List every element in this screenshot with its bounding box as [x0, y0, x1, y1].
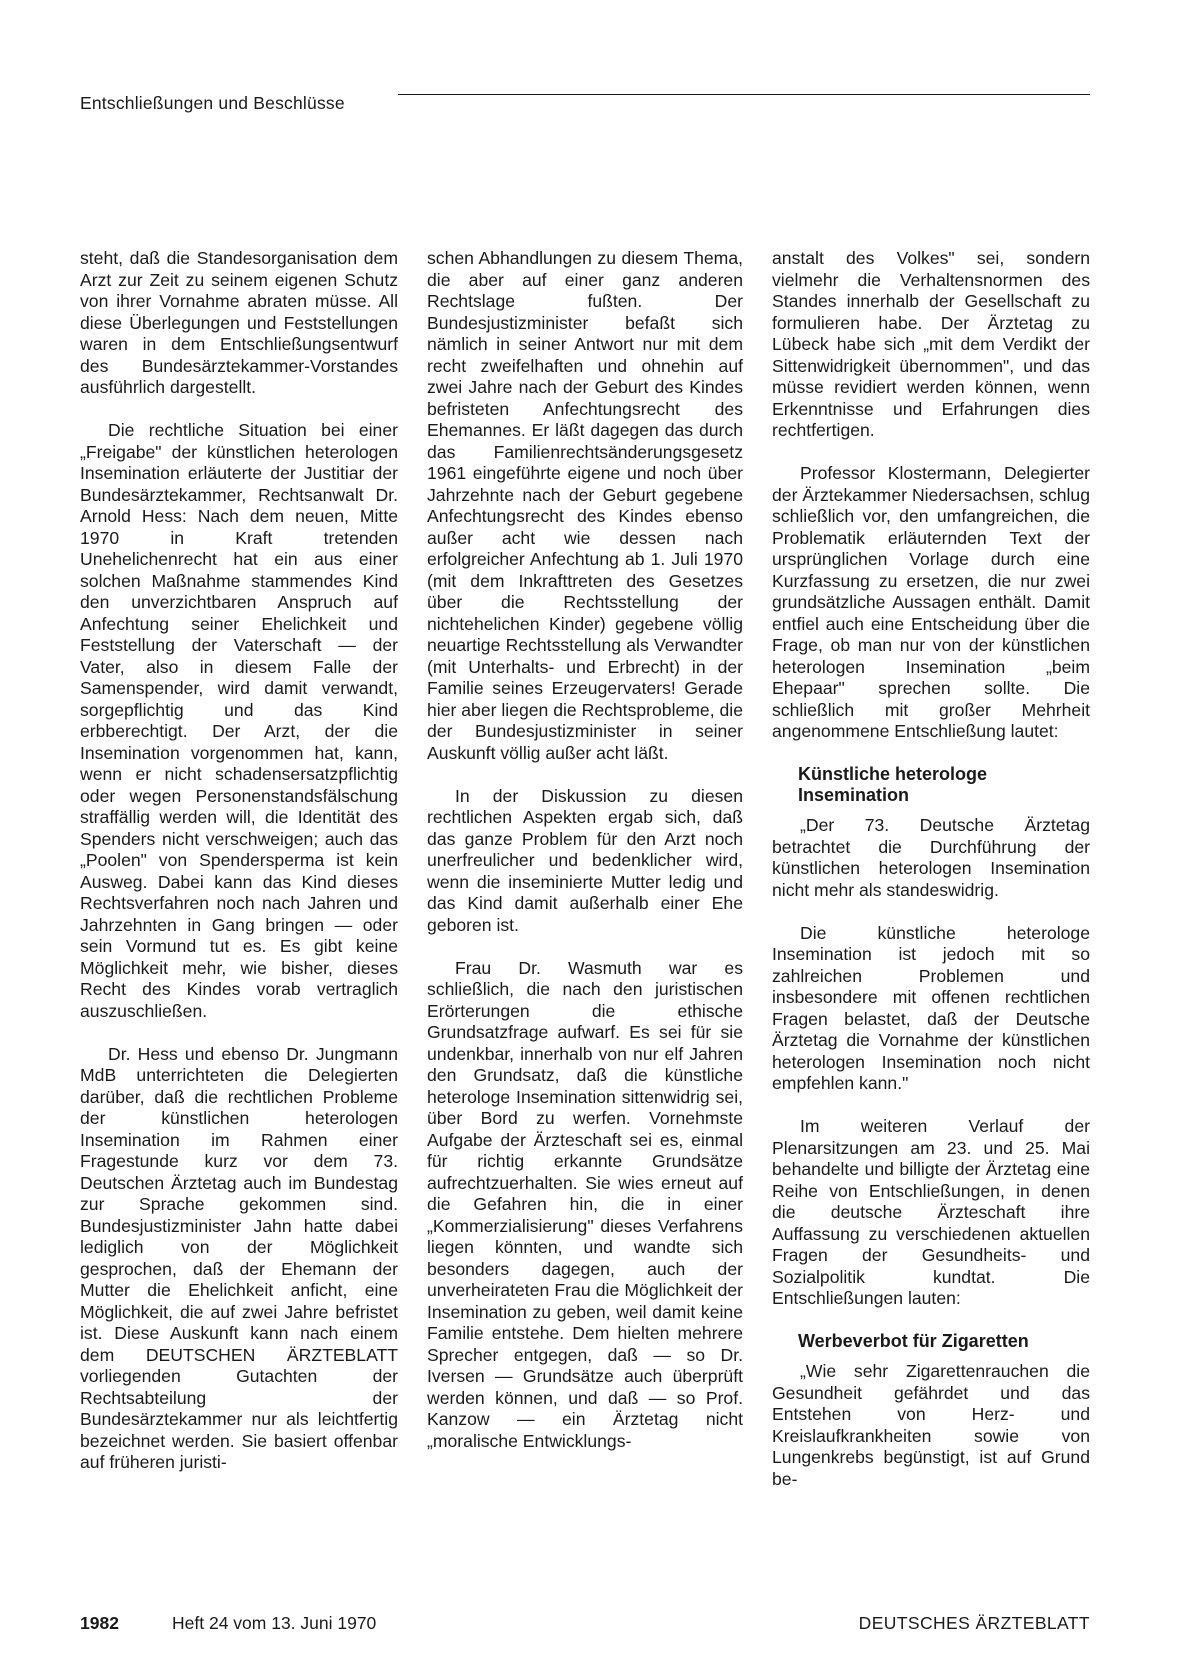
page-number: 1982 [80, 1613, 119, 1633]
section-title: Entschließungen und Beschlüsse [80, 93, 345, 113]
paragraph: „Wie sehr Zigarettenrauchen die Gesundheit gefährdet und das Entstehen von Herz- und Kreislaufkrankheiten sowie von Lungenkrebs begünstigt, ist auf Grund be- [772, 1361, 1090, 1489]
journal-name: DEUTSCHES ÄRZTEBLATT [858, 1613, 1090, 1633]
subheading: Künstliche heterologe Insemination [798, 764, 988, 805]
header-rule [398, 94, 1090, 95]
text-column-2 [427, 248, 743, 1474]
paragraph: Dr. Hess und ebenso Dr. Jungmann MdB unterrichteten die Delegierten darüber, daß die rechtlichen Probleme der künstlichen heterologen Insemination im Rahmen einer Fragestunde kurz vor dem 73. Deutschen Ärztetag auch im Bundestag zur Sprache gekommen sind. Bundesjustizminister Jahn hatte dabei lediglich von der Möglichkeit gesprochen, daß der Ehemann der Mutter die Ehelichkeit anficht, eine Möglichkeit, die auf zwei Jahre befristet ist. Diese Auskunft kann nach einem dem DEUTSCHEN ÄRZTEBLATT vorliegenden Gutachten der Rechtsabteilung der Bundesärztekammer nur als leichtfertig bezeichnet werden. Sie basiert offenbar auf früheren juristi- [80, 1043, 398, 1472]
paragraph: Die künstliche heterologe Insemination ist jedoch mit so zahlreichen Problemen und insbesondere mit offenen rechtlichen Fragen belastet, daß der Deutsche Ärztetag die Vornahme der künstlichen heterologen Insemination noch nicht empfehlen kann." [772, 922, 1090, 1093]
subheading: Werbeverbot für Zigaretten [798, 1331, 1029, 1351]
text-column-3 [772, 248, 1090, 1512]
issue-info: Heft 24 vom 13. Juni 1970 [172, 1613, 377, 1633]
paragraph: Frau Dr. Wasmuth war es schließlich, die nach den juristischen Erörterungen die ethische Grundsatzfrage aufwarf. Es sei für sie undenkbar, innerhalb von nur elf Jahren den Grundsatz, daß die künstliche heterologe Insemination sittenwidrig sei, über Bord zu werfen. Vornehmste Aufgabe der Ärzteschaft sei es, einmal für richtig erkannte Grundsätze aufrechtzuerhalten. Sie wies erneut auf die Gefahren hin, die in einer „Kommerzialisierung" dieses Verfahrens liegen könnten, und wandte sich besonders dagegen, auch der unverheirateten Frau die Möglichkeit der Insemination zu geben, weil damit keine Familie entstehe. Dem hielten mehrere Sprecher entgegen, daß — so Dr. Iversen — Grundsätze auch überprüft werden können, und daß — so Prof. Kanzow — ein Ärztetag nicht „moralische Entwicklungs- [427, 957, 743, 1451]
paragraph: schen Abhandlungen zu diesem Thema, die aber auf einer ganz anderen Rechtslage fußten. Der Bundesjustizminister befaßt sich nämlich in seiner Antwort nur mit dem recht zweifelhaften und ohnehin auf zwei Jahre nach der Geburt des Kindes befristeten Anfechtungsrecht des Ehemannes. Er läßt dagegen das durch das Familienrechtsänderungsgesetz 1961 eingeführte eigene und noch über Jahrzehnte nach der Geburt gegebene Anfechtungsrecht des Kindes ebenso außer acht wie dessen nach erfolgreicher Anfechtung ab 1. Juli 1970 (mit dem Inkrafttreten des Gesetzes über die Rechtsstellung der nichtehelichen Kinder) gegebene völlig neuartige Rechtsstellung als Verwandter (mit Unterhalts- und Erbrecht) in der Familie seines Erzeugervaters! Gerade hier aber liegen die Rechtsprobleme, die der Bundesjustizminister in seiner Auskunft völlig außer acht läßt. [427, 248, 743, 763]
paragraph: Professor Klostermann, Delegierter der Ärztekammer Niedersachsen, schlug schließlich vor, den umfangreichen, die Problematik erläuternden Text der ursprünglichen Vorlage durch eine Kurzfassung zu ersetzen, die nur zwei grundsätzliche Aussagen enthält. Damit entfiel auch eine Entscheidung über die Frage, ob man nur von der künstlichen heterologen Insemination „beim Ehepaar" sprechen sollte. Die schließlich mit großer Mehrheit angenommene Entschließung lautet: [772, 463, 1090, 741]
paragraph: In der Diskussion zu diesen rechtlichen Aspekten ergab sich, daß das ganze Problem für den Arzt noch unerfreulicher und bedenklicher wird, wenn die inseminierte Mutter ledig und das Kind damit außerhalb einer Ehe geboren ist. [427, 785, 743, 935]
paragraph: Im weiteren Verlauf der Plenarsitzungen am 23. und 25. Mai behandelte und billigte der Ärztetag eine Reihe von Entschließungen, in denen die deutsche Ärzteschaft ihre Auffassung zu verschiedenen aktuellen Fragen der Gesundheits- und Sozialpolitik kundtat. Die Entschließungen lauten: [772, 1116, 1090, 1308]
paragraph: „Der 73. Deutsche Ärztetag betrachtet die Durchführung der künstlichen heterologen Insemination nicht mehr als standeswidrig. [772, 815, 1090, 900]
paragraph: steht, daß die Standesorganisation dem Arzt zur Zeit zu seinem eigenen Schutz von ihrer Vornahme abraten müsse. All diese Überlegungen und Feststellungen waren in dem Entschließungsentwurf des Bundesärztekammer-Vorstandes ausführlich dargestellt. [80, 248, 398, 397]
paragraph: Die rechtliche Situation bei einer „Freigabe" der künstlichen heterologen Insemination erläuterte der Justitiar der Bundesärztekammer, Rechtsanwalt Dr. Arnold Hess: Nach dem neuen, Mitte 1970 in Kraft tretenden Unehelichenrecht hat ein aus einer solchen Maßnahme stammendes Kind den unverzichtbaren Anspruch auf Anfechtung seiner Ehelichkeit und Feststellung der Vaterschaft — der Vater, also in diesem Falle der Samenspender, wird damit verwandt, sorgepflichtig und das Kind erbberechtigt. Der Arzt, der die Insemination vorgenommen hat, kann, wenn er nicht schadensersatzpflichtig oder wegen Personenstandsfälschung straffällig werden will, die Identität des Spenders nicht verschweigen; auch das „Poolen" von Spendersperma ist kein Ausweg. Dabei kann das Kind dieses Rechtsverfahren noch nach Jahren und Jahrzehnten in Gang bringen — oder sein Vormund tut es. Es gibt keine Möglichkeit mehr, wie bisher, dieses Recht des Kindes vorab vertraglich auszuschließen. [80, 420, 398, 1021]
text-column-1 [80, 248, 398, 1495]
paragraph: anstalt des Volkes" sei, sondern vielmehr die Verhaltensnormen des Standes innerhalb der Gesellschaft zu formulieren habe. Der Ärztetag zu Lübeck habe sich „mit dem Verdikt der Sittenwidrigkeit übernommen", und das müsse revidiert werden können, wenn Erkenntnisse und Erfahrungen dies rechtfertigen. [772, 248, 1090, 440]
